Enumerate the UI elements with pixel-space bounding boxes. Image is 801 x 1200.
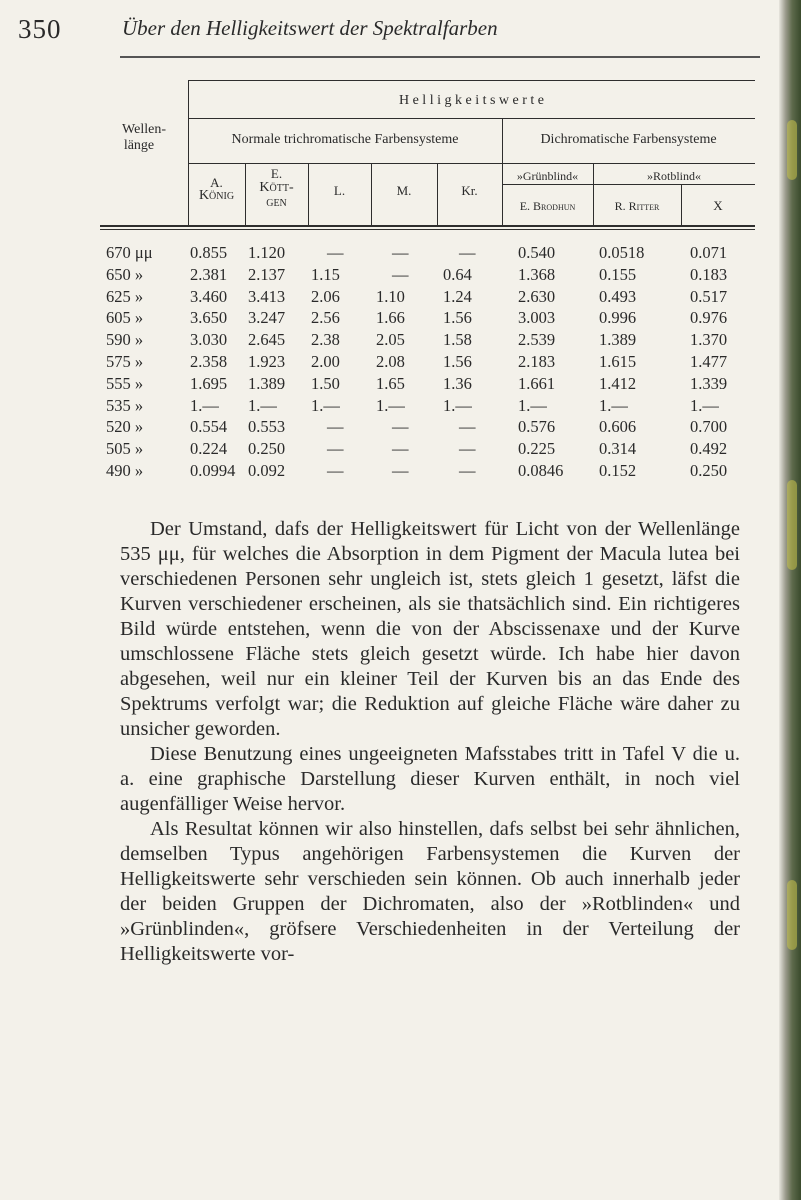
page-number: 350	[18, 14, 62, 44]
table-cell: —	[392, 439, 409, 459]
table-cell: 1.389	[599, 330, 637, 350]
table-cell: 2.05	[376, 330, 405, 350]
group-header-normal: Normale trichromatische Farbensysteme	[231, 132, 459, 147]
table-cell: —	[459, 461, 476, 480]
table-cell: —	[327, 439, 344, 459]
table-cell: 0.64	[443, 264, 472, 284]
table-cell: —	[459, 417, 476, 437]
edge-stain	[787, 880, 797, 950]
page-edge-binding	[779, 0, 801, 1200]
col-header-m: M.	[396, 183, 412, 198]
table-cell: 1.50	[311, 373, 340, 393]
table-cell: 0.224	[190, 439, 228, 459]
table-cell: 2.358	[190, 352, 228, 371]
table-rule	[188, 118, 755, 119]
table-cell: 2.38	[311, 330, 340, 350]
table-row-wavelength: 490 »	[106, 461, 144, 480]
table-cell: 1.65	[376, 373, 405, 393]
running-head: Über den Helligkeitswert der Spektralfarben	[122, 16, 498, 40]
table-cell: 1.24	[443, 286, 472, 306]
col-header-brodhun: E. Brodhun	[519, 199, 576, 213]
table-cell: —	[459, 439, 476, 459]
table-cell: 1.370	[690, 330, 728, 350]
table-cell: 1.695	[190, 373, 228, 393]
table-cell: 0.554	[190, 417, 228, 437]
col-header-wavelength-2: länge	[123, 138, 155, 153]
table-cell: 2.539	[518, 330, 556, 350]
table-cell: 1.—	[248, 395, 277, 415]
table-rule	[100, 229, 755, 230]
table-cell: 2.06	[311, 286, 340, 306]
table-cell: 0.996	[599, 308, 637, 328]
table-cell: —	[392, 461, 409, 480]
table-row-wavelength: 670 μμ	[106, 243, 153, 262]
col-header-a: A.	[210, 175, 223, 190]
table-cell: 1.56	[443, 352, 472, 371]
table-cell: 0.0994	[190, 461, 236, 480]
table-cell: 0.493	[599, 286, 637, 306]
table-cell: 0.071	[690, 243, 728, 262]
table-row-wavelength: 575 »	[106, 352, 144, 371]
table-cell: 3.413	[248, 286, 286, 306]
table-cell: 0.553	[248, 417, 286, 437]
sub-header-red-blind: »Rotblind«	[646, 169, 701, 183]
col-header-kr: Kr.	[461, 183, 478, 198]
table-cell: 1.368	[518, 264, 556, 284]
table-cell: 0.092	[248, 461, 286, 480]
table-cell: 1.412	[599, 373, 637, 393]
table-cell: 3.003	[518, 308, 556, 328]
table-cell: 0.517	[690, 286, 728, 306]
table-cell: 0.225	[518, 439, 556, 459]
table-row-wavelength: 605 »	[106, 308, 144, 328]
table-row-wavelength: 590 »	[106, 330, 144, 350]
body-text	[120, 517, 740, 967]
col-header-a-name: König	[198, 188, 235, 203]
table-cell: 0.250	[248, 439, 286, 459]
table-cell: 0.155	[599, 264, 637, 284]
table-cell: 0.250	[690, 461, 728, 480]
table-cell: 3.460	[190, 286, 228, 306]
table-cell: 0.540	[518, 243, 556, 262]
group-header-dichromatic: Dichromatische Farbensysteme	[540, 132, 717, 147]
edge-stain	[787, 120, 797, 180]
table-rule	[188, 80, 755, 81]
table-cell: 1.66	[376, 308, 405, 328]
table-cell: 2.08	[376, 352, 405, 371]
table-cell: —	[392, 243, 409, 262]
table-cell: 1.—	[190, 395, 219, 415]
col-header-e: E.	[270, 166, 283, 181]
table-row-wavelength: 520 »	[106, 417, 144, 437]
table-cell: 0.0846	[518, 461, 564, 480]
table-rule	[100, 225, 755, 227]
table-cell: 1.477	[690, 352, 728, 371]
table-cell: 0.855	[190, 243, 228, 262]
table-cell: 1.339	[690, 373, 728, 393]
table-title: H e l l i g k e i t s w e r t e	[398, 93, 545, 108]
table-cell: 1.36	[443, 373, 472, 393]
table-cell: —	[459, 243, 476, 262]
edge-stain	[787, 480, 797, 570]
table-cell: 2.137	[248, 264, 286, 284]
table-cell: 1.120	[248, 243, 286, 262]
table-cell: 3.030	[190, 330, 228, 350]
table-cell: 0.492	[690, 439, 728, 459]
table-cell: 0.576	[518, 417, 556, 437]
table-rule	[188, 163, 755, 164]
table-cell: 2.56	[311, 308, 340, 328]
table-cell: 0.606	[599, 417, 637, 437]
table-cell: 2.183	[518, 352, 556, 371]
table-row-wavelength: 625 »	[106, 286, 144, 306]
table-cell: 0.0518	[599, 243, 645, 262]
table-cell: —	[327, 417, 344, 437]
table-cell: 1.—	[599, 395, 628, 415]
table-cell: 2.00	[311, 352, 340, 371]
col-header-e-name-2: gen	[266, 195, 287, 210]
col-header-ritter: R. Ritter	[614, 199, 660, 213]
table-cell: 1.661	[518, 373, 556, 393]
table-cell: 1.—	[518, 395, 547, 415]
sub-header-green-blind: »Grünblind«	[516, 169, 579, 183]
table-row-wavelength: 535 »	[106, 395, 144, 415]
paragraph-1: Der Umstand, dafs der Helligkeitswert für Licht von der Wellenlänge 535 μμ, für welches die Absorption in dem Pigment der Macula lutea bei verschiedenen Personen sehr ungleich ist, stets gleich 1 gesetzt, läfst die Kurven verschiedener erscheinen, als sie thatsächlich sind. Ein richtigeres Bild würde entstehen, wenn die von der Abscissenaxe und der Kurve umschlossene Fläche stets gleich gesetzt würde. Ich habe hier davon abgesehen, weil nur ein kleiner Teil der Kurven bis an das Ende des Spektrums verfolgt war; die Reduktion auf gleiche Fläche wäre daher zu unsicher geworden.	[120, 518, 740, 740]
table-cell: 1.—	[690, 395, 719, 415]
header-rule	[120, 56, 760, 58]
table-cell: 2.645	[248, 330, 286, 350]
table-cell: —	[392, 417, 409, 437]
table-cell: 0.314	[599, 439, 637, 459]
table-cell: 1.56	[443, 308, 472, 328]
col-header-x: X	[713, 198, 723, 213]
table-cell: 1.—	[311, 395, 340, 415]
table-cell: 1.615	[599, 352, 637, 371]
table-cell: 1.—	[376, 395, 405, 415]
table-row-wavelength: 555 »	[106, 373, 144, 393]
table-cell: 3.247	[248, 308, 286, 328]
table-row-wavelength: 505 »	[106, 439, 144, 459]
table-cell: 0.152	[599, 461, 637, 480]
table-cell: 0.183	[690, 264, 728, 284]
paragraph-2: Diese Benutzung eines ungeeigneten Mafsstabes tritt in Tafel V die u. a. eine graphische Darstellung dieser Kurven enthält, in noch viel augenfälliger Weise hervor.	[120, 743, 740, 815]
table-cell: 3.650	[190, 308, 228, 328]
table-cell: 0.700	[690, 417, 728, 437]
table-cell: 1.58	[443, 330, 472, 350]
table-cell: 1.389	[248, 373, 286, 393]
table-cell: 2.381	[190, 264, 228, 284]
table-row-wavelength: 650 »	[106, 264, 144, 284]
col-header-wavelength: Wellen-	[122, 122, 166, 137]
table-cell: —	[392, 264, 409, 284]
table-cell: —	[327, 461, 344, 480]
table-cell: 1.15	[311, 264, 340, 284]
table-cell: 1.923	[248, 352, 286, 371]
table-cell: 1.10	[376, 286, 405, 306]
paragraph-3: Als Resultat können wir also hinstellen, dafs selbst bei sehr ähnlichen, demselben Typus angehörigen Farbensystemen die Kurven der Helligkeitswerte sehr verschieden sein können. Ob auch innerhalb jeder der beiden Gruppen der Dichromaten, also der »Rotblinden« und »Grünblinden«, gröfsere Verschiedenheiten in der Verteilung der Helligkeitswerte vor-	[120, 818, 740, 965]
col-header-l: L.	[333, 183, 346, 198]
table-rule	[502, 184, 755, 185]
table-cell: —	[327, 243, 344, 262]
table-cell: 2.630	[518, 286, 556, 306]
col-header-e-name: Kött-	[259, 180, 294, 195]
table-cell: 1.—	[443, 395, 472, 415]
table-cell: 0.976	[690, 308, 728, 328]
